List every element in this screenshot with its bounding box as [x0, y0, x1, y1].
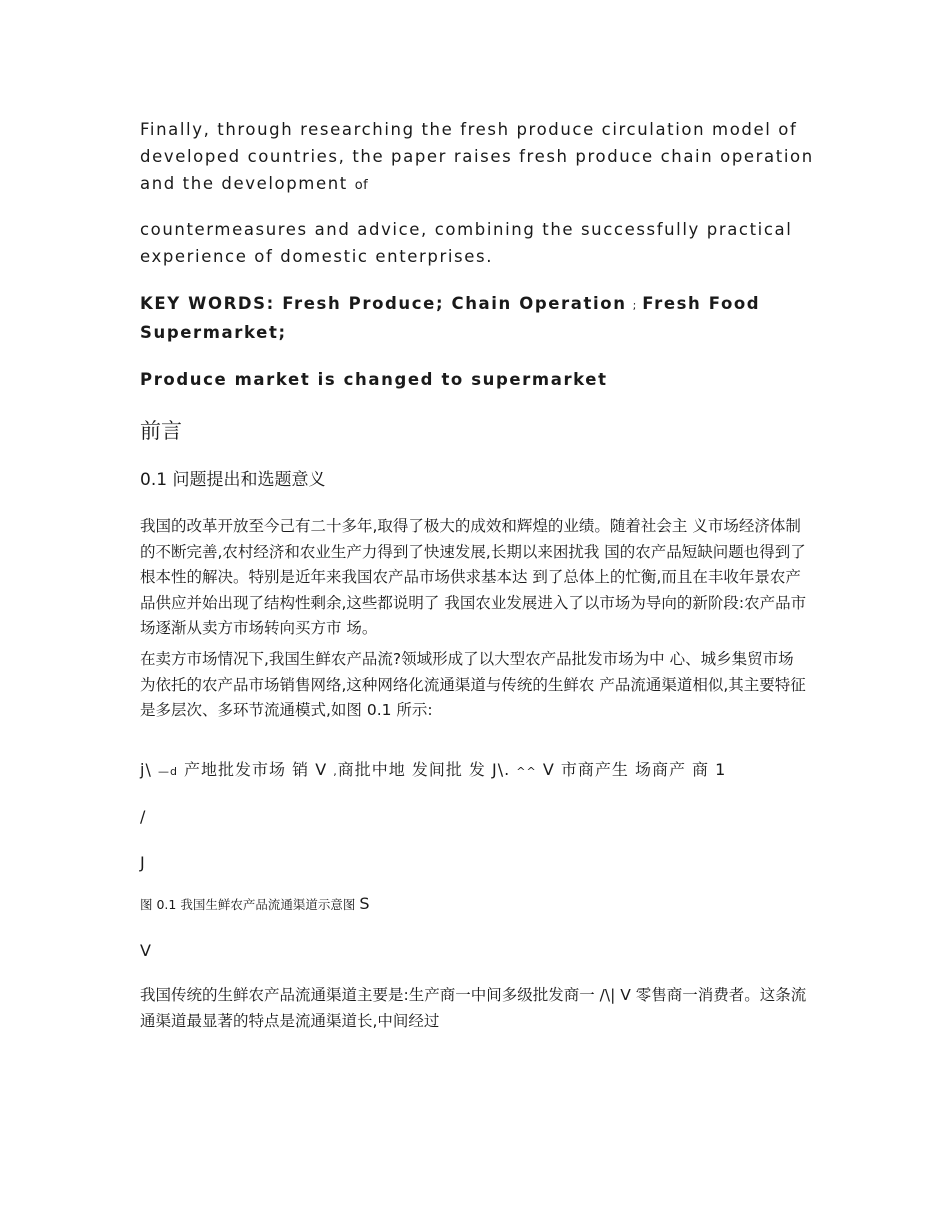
figure-diagram-slash: / — [140, 807, 147, 826]
figure-caption-mark: S — [359, 894, 370, 913]
abstract-paragraph-1-tail: of — [354, 178, 369, 193]
body-paragraph-3: 我国传统的生鲜农产品流通渠道主要是:生产商一中间多级批发商一 /\| V 零售商一消费者。这条流通渠道最显著的特点是流通渠道长,中间经过 — [140, 986, 807, 1030]
abstract-paragraph-1: Finally, through researching the fresh produce circulation model of developed countries, the paper raises fresh produce chain operation and the development of — [140, 120, 814, 193]
figure-caption: 图 0.1 我国生鲜农产品流通渠道示意图 S — [140, 894, 370, 913]
figure-diagram-j: J — [140, 853, 146, 872]
keywords-separator: ; — [632, 299, 637, 312]
keywords-part-1: KEY WORDS: Fresh Produce; Chain Operation — [140, 294, 627, 313]
subsection-title: 0.1 问题提出和选题意义 — [140, 470, 326, 490]
keywords-part-2: Fresh Food Supermarket; — [140, 294, 761, 342]
body-paragraph-1: 我国的改革开放至今己有二十多年,取得了极大的成效和辉煌的业绩。随着社会主 义市场经济体制的不断完善,农村经济和农业生产力得到了快速发展,长期以来困扰我 国的农产品短缺问题也得到了根本性的解决。特别是近年来我国农产品市场供求基本达 到了总体上的忙衡,而且在丰收年景农产品供应并始出现了结构性剩余,这些都说明了 我国农业发展进入了以市场为导向的新阶段:农产品市场逐渐从卖方市场转向买方市 场。 — [140, 517, 807, 637]
figure-diagram-line: j\ —d 产地批发市场 销 V ,商批中地 发间批 发 J\. ^^ V 市商产生 场商产 商 1 — [140, 760, 727, 779]
section-title: 前言 — [140, 419, 182, 443]
body-paragraph-2: 在卖方市场情况下,我国生鲜农产品流?领域形成了以大型农产品批发市场为中 心、城乡集贸市场为依托的农产品市场销售网络,这种网络化流通渠道与传统的生鲜农 产品流通渠道相似,其主要特征是多层次、多环节流通模式,如图 0.1 所示: — [140, 650, 806, 719]
keywords — [140, 290, 820, 346]
subtitle: Produce market is changed to supermarket — [140, 370, 608, 389]
figure-diagram-v: V — [140, 941, 152, 960]
abstract-paragraph-2: countermeasures and advice, combining the successfully practical experience of domestic enterprises. — [140, 220, 793, 266]
